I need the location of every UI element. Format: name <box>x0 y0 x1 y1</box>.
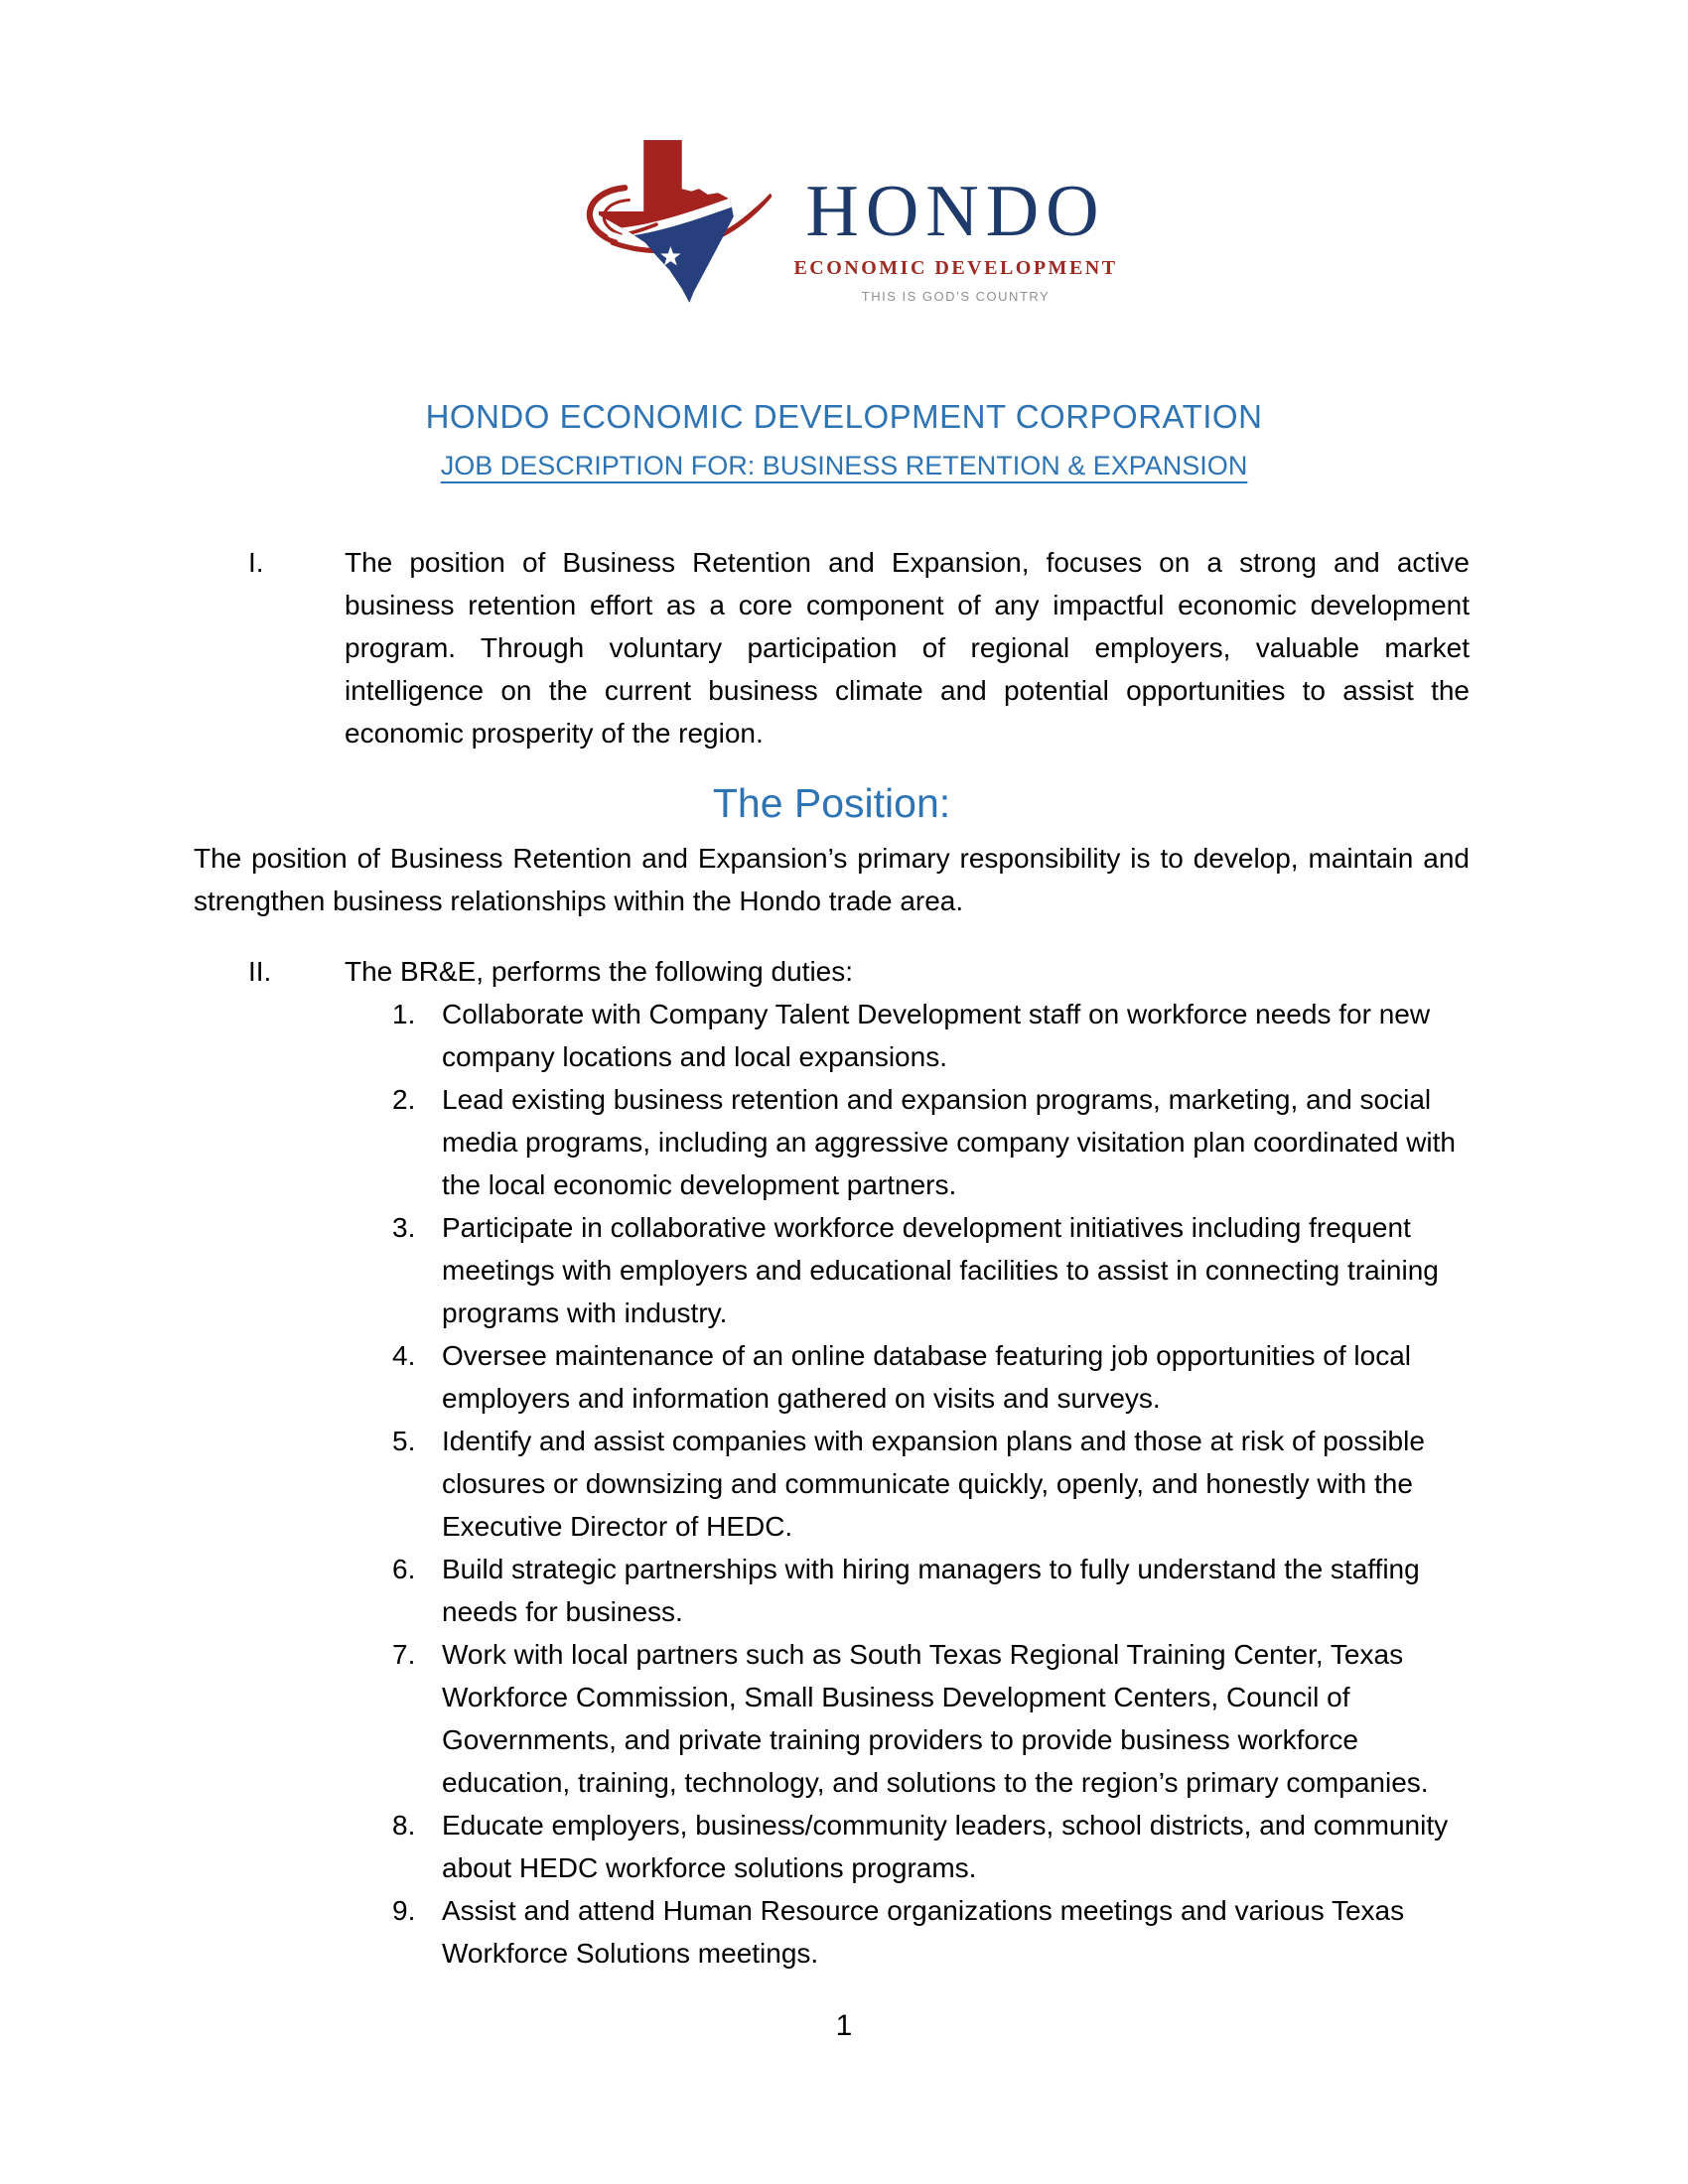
duty-text: Assist and attend Human Resource organizations meetings and various Texas Workforce Solutions meetings. <box>442 1895 1405 1969</box>
section-i-numeral: I. <box>248 547 264 578</box>
duty-text: Build strategic partnerships with hiring managers to fully understand the staffing needs for business. <box>442 1554 1420 1627</box>
logo-wordmark: HONDO <box>805 171 1106 252</box>
duty-number: 1. <box>392 999 416 1029</box>
duty-text: Collaborate with Company Talent Development staff on workforce needs for new company locations and local expansions. <box>442 999 1431 1072</box>
texas-logo-icon <box>570 135 783 313</box>
duties-list <box>194 993 1470 1975</box>
duty-item <box>194 1206 1470 1334</box>
document-subtitle <box>0 451 1688 481</box>
section-ii-numeral: II. <box>248 956 272 987</box>
position-heading: The Position: <box>712 780 951 826</box>
logo-subline: ECONOMIC DEVELOPMENT <box>793 257 1118 279</box>
duty-number: 9. <box>392 1895 416 1926</box>
position-paragraph: The position of Business Retention and Expansion’s primary responsibility is to develop, maintain and strengthen business relationships within the Hondo trade area. <box>194 843 1470 916</box>
duty-item <box>194 1633 1470 1804</box>
document-title: HONDO ECONOMIC DEVELOPMENT CORPORATION <box>425 398 1263 435</box>
section-i <box>194 541 1470 754</box>
duty-text: Educate employers, business/community leaders, school districts, and community about HEDC workforce solutions programs. <box>442 1810 1449 1883</box>
duty-text: Oversee maintenance of an online database featuring job opportunities of local employers and information gathered on visits and surveys. <box>442 1340 1411 1414</box>
duty-text: Lead existing business retention and expansion programs, marketing, and social media programs, including an aggressive company visitation plan coordinated with the local economic development partners. <box>442 1084 1457 1200</box>
duty-item <box>194 1420 1470 1548</box>
duty-item <box>194 1548 1470 1633</box>
duty-item <box>194 1889 1470 1975</box>
logo <box>0 0 1688 313</box>
duty-number: 7. <box>392 1639 416 1670</box>
duty-text: Identify and assist companies with expansion plans and those at risk of possible closures or downsizing and communicate quickly, openly, and honestly with the Executive Director of HEDC. <box>442 1426 1425 1542</box>
duty-number: 4. <box>392 1340 416 1371</box>
logo-text <box>793 171 1118 304</box>
duty-number: 3. <box>392 1212 416 1243</box>
logo-tagline: THIS IS GOD’S COUNTRY <box>861 289 1051 304</box>
duty-text: Participate in collaborative workforce development initiatives including frequent meetings with employers and educational facilities to assist in connecting training programs with industry. <box>442 1212 1439 1328</box>
page-number: 1 <box>835 2009 853 2042</box>
duty-item <box>194 1334 1470 1420</box>
section-ii-text: The BR&E, performs the following duties: <box>345 956 854 987</box>
duty-item <box>194 1804 1470 1889</box>
section-i-text: The position of Business Retention and Expansion, focuses on a strong and active business retention effort as a core component of any impactful economic development program. Through voluntary participation of regional employers, valuable market intelligence on the current business climate and potential opportunities to assist the economic prosperity of the region. <box>345 547 1470 749</box>
duty-item <box>194 1078 1470 1206</box>
duty-number: 6. <box>392 1554 416 1584</box>
duty-text: Work with local partners such as South Texas Regional Training Center, Texas Workforce Commission, Small Business Development Centers, Council of Governments, and private training providers to provide business workforce education, training, technology, and solutions to the region’s primary companies. <box>442 1639 1429 1798</box>
duty-number: 5. <box>392 1426 416 1456</box>
duty-number: 2. <box>392 1084 416 1115</box>
document-subtitle-text: JOB DESCRIPTION FOR: BUSINESS RETENTION & EXPANSION <box>440 451 1248 480</box>
duty-number: 8. <box>392 1810 416 1841</box>
document-body <box>0 541 1688 1975</box>
duty-item <box>194 993 1470 1078</box>
section-ii <box>194 950 1470 993</box>
